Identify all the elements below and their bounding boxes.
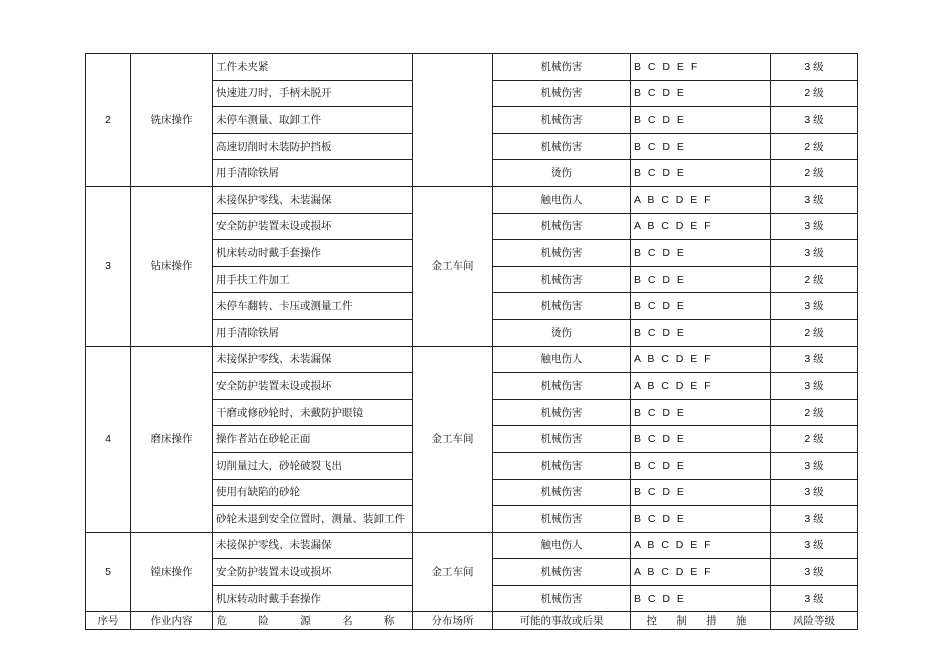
hazard-cell: 用手扶工件加工 [213,266,413,293]
consequence-cell: 烫伤 [493,160,631,187]
consequence-cell: 机械伤害 [493,479,631,506]
consequence-cell: 机械伤害 [493,506,631,533]
location-cell [413,54,493,187]
row-number: 4 [86,346,131,532]
risk-level-cell: 2 级 [771,319,858,346]
consequence-cell: 机械伤害 [493,54,631,81]
header-task: 作业内容 [131,612,213,630]
risk-level-cell: 3 级 [771,506,858,533]
control-cell: B C D E [631,160,771,187]
risk-level-cell: 3 级 [771,240,858,267]
control-cell: A B C D E F [631,346,771,373]
control-cell: B C D E [631,426,771,453]
consequence-cell: 机械伤害 [493,240,631,267]
risk-level-cell: 3 级 [771,532,858,559]
hazard-cell: 安全防护装置未设或损坏 [213,213,413,240]
risk-level-cell: 3 级 [771,293,858,320]
header-level: 风险等级 [771,612,858,630]
consequence-cell: 机械伤害 [493,266,631,293]
row-number: 3 [86,186,131,346]
consequence-cell: 机械伤害 [493,293,631,320]
risk-level-cell: 3 级 [771,559,858,586]
risk-level-cell: 3 级 [771,213,858,240]
control-cell: B C D E [631,319,771,346]
consequence-cell: 机械伤害 [493,80,631,107]
table-row [86,186,858,213]
hazard-cell: 未接保护零线、未装漏保 [213,346,413,373]
consequence-cell: 机械伤害 [493,585,631,612]
risk-level-cell: 3 级 [771,346,858,373]
control-cell: B C D E [631,585,771,612]
risk-level-cell: 3 级 [771,373,858,400]
header-consequence: 可能的事故或后果 [493,612,631,630]
hazard-cell: 安全防护装置未设或损坏 [213,373,413,400]
header-no: 序号 [86,612,131,630]
risk-level-cell: 3 级 [771,452,858,479]
hazard-cell: 未停车测量、取卸工件 [213,107,413,134]
hazard-cell: 未接保护零线、未装漏保 [213,186,413,213]
consequence-cell: 机械伤害 [493,107,631,134]
table-body [86,54,858,612]
control-cell: B C D E F [631,54,771,81]
consequence-cell: 机械伤害 [493,213,631,240]
consequence-cell: 烫伤 [493,319,631,346]
hazard-table [85,53,858,630]
risk-level-cell: 2 级 [771,80,858,107]
task-cell: 镗床操作 [131,532,213,612]
control-cell: B C D E [631,506,771,533]
task-cell: 铣床操作 [131,54,213,187]
hazard-cell: 切削量过大，砂轮破裂飞出 [213,452,413,479]
risk-level-cell: 2 级 [771,399,858,426]
hazard-cell: 机床转动时戴手套操作 [213,240,413,267]
risk-level-cell: 3 级 [771,585,858,612]
risk-level-cell: 3 级 [771,54,858,81]
hazard-cell: 快速进刀时，手柄未脱开 [213,80,413,107]
consequence-cell: 机械伤害 [493,133,631,160]
table-header-row [86,612,858,630]
control-cell: B C D E [631,293,771,320]
control-cell: B C D E [631,452,771,479]
table-row [86,346,858,373]
hazard-cell: 操作者站在砂轮正面 [213,426,413,453]
control-cell: B C D E [631,399,771,426]
hazard-cell: 用手清除铁屑 [213,319,413,346]
consequence-cell: 机械伤害 [493,559,631,586]
consequence-cell: 触电伤人 [493,346,631,373]
location-cell: 金工车间 [413,186,493,346]
control-cell: A B C D E F [631,532,771,559]
consequence-cell: 触电伤人 [493,532,631,559]
control-cell: A B C D E F [631,213,771,240]
header-location: 分布场所 [413,612,493,630]
risk-level-cell: 3 级 [771,107,858,134]
table-row [86,54,858,81]
row-number: 5 [86,532,131,612]
control-cell: B C D E [631,479,771,506]
risk-level-cell: 2 级 [771,426,858,453]
hazard-cell: 干磨或修砂轮时，未戴防护眼镜 [213,399,413,426]
control-cell: A B C D E F [631,373,771,400]
header-hazard: 危 险 源 名 称 [213,612,413,630]
row-number: 2 [86,54,131,187]
consequence-cell: 机械伤害 [493,426,631,453]
risk-level-cell: 3 级 [771,186,858,213]
consequence-cell: 机械伤害 [493,373,631,400]
control-cell: B C D E [631,266,771,293]
hazard-cell: 使用有缺陷的砂轮 [213,479,413,506]
control-cell: B C D E [631,240,771,267]
hazard-cell: 用手清除铁屑 [213,160,413,187]
control-cell: B C D E [631,107,771,134]
risk-level-cell: 3 级 [771,479,858,506]
hazard-cell: 高速切削时未装防护挡板 [213,133,413,160]
task-cell: 磨床操作 [131,346,213,532]
consequence-cell: 触电伤人 [493,186,631,213]
hazard-cell: 工件未夹紧 [213,54,413,81]
table-row [86,532,858,559]
consequence-cell: 机械伤害 [493,399,631,426]
hazard-cell: 砂轮未退到安全位置时，测量、装卸工件 [213,506,413,533]
hazard-cell: 未停车翻转、卡压或测量工件 [213,293,413,320]
risk-level-cell: 2 级 [771,160,858,187]
consequence-cell: 机械伤害 [493,452,631,479]
header-control: 控 制 措 施 [631,612,771,630]
control-cell: B C D E [631,133,771,160]
task-cell: 钻床操作 [131,186,213,346]
hazard-cell: 安全防护装置未设或损坏 [213,559,413,586]
control-cell: A B C D E F [631,186,771,213]
location-cell: 金工车间 [413,346,493,532]
location-cell: 金工车间 [413,532,493,612]
hazard-cell: 机床转动时戴手套操作 [213,585,413,612]
risk-level-cell: 2 级 [771,133,858,160]
control-cell: A B C D E F [631,559,771,586]
risk-level-cell: 2 级 [771,266,858,293]
control-cell: B C D E [631,80,771,107]
hazard-cell: 未接保护零线、未装漏保 [213,532,413,559]
